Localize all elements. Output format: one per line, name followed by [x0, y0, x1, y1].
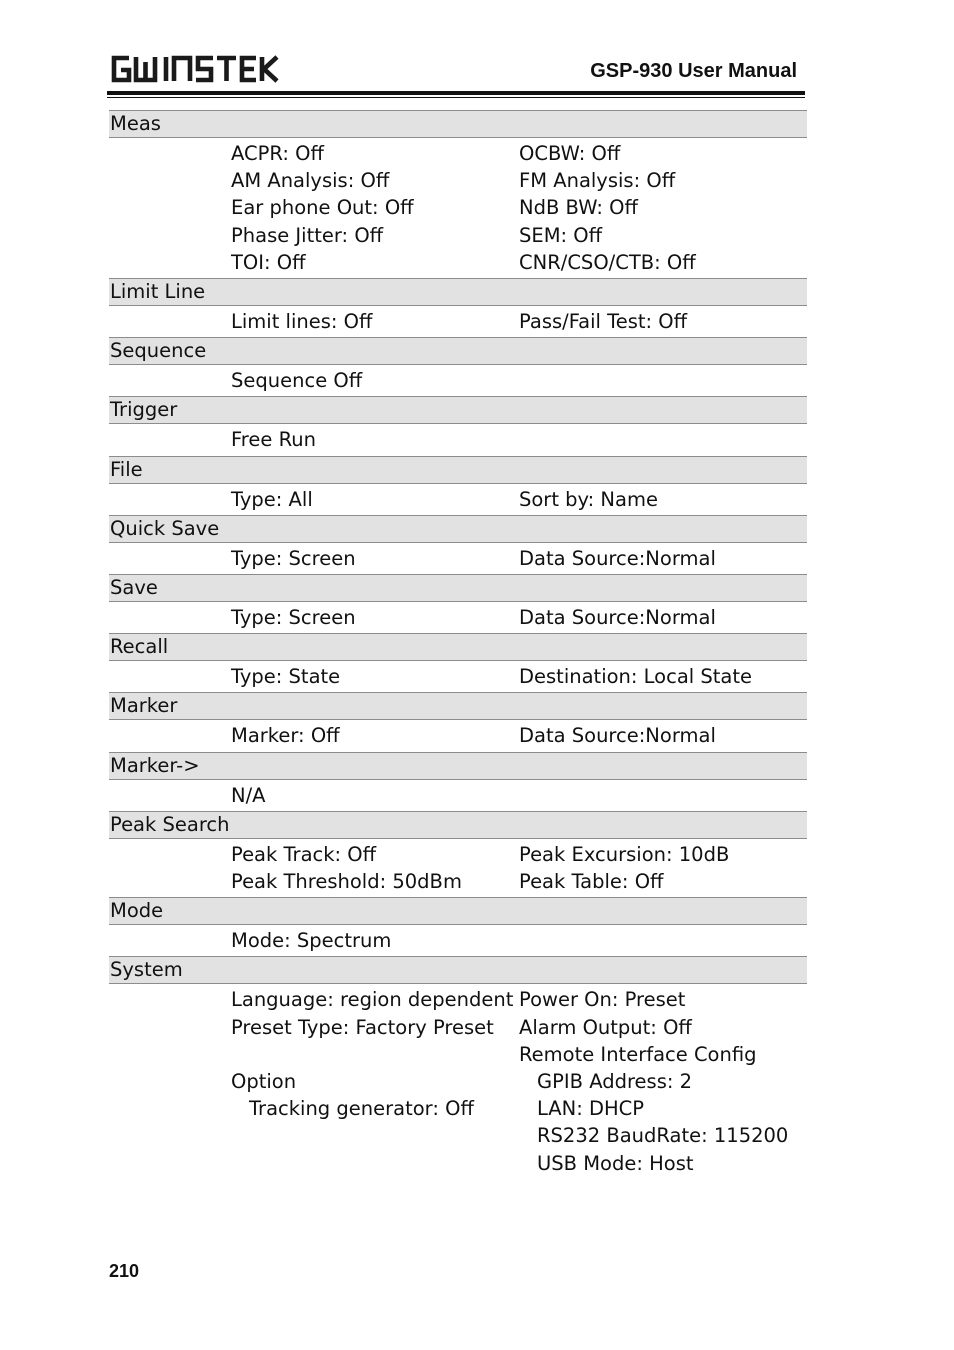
settings-column-right [519, 367, 807, 394]
setting-value: Peak Table: Off [519, 870, 664, 894]
setting-value: Peak Threshold: 50dBm [231, 870, 462, 894]
settings-column-right [519, 140, 807, 276]
setting-value: NdB BW: Off [519, 196, 638, 220]
setting-value: LAN: DHCP [537, 1097, 645, 1121]
settings-column-left [231, 486, 519, 513]
section-body [109, 424, 807, 455]
section-body [109, 138, 807, 278]
settings-column-left [231, 426, 519, 453]
settings-column-left [231, 782, 519, 809]
setting-value: RS232 BaudRate: 115200 [537, 1124, 789, 1148]
section-header: Trigger [109, 396, 807, 424]
section-body [109, 602, 807, 633]
section-body [109, 661, 807, 692]
settings-column-right [519, 545, 807, 572]
settings-column-left [231, 367, 519, 394]
manual-title: GSP-930 User Manual [590, 60, 797, 82]
section-body [109, 543, 807, 574]
setting-value: CNR/CSO/CTB: Off [519, 250, 696, 274]
default-settings-table [109, 110, 807, 1179]
setting-value: Destination: Local State [519, 665, 753, 689]
setting-value: Ear phone Out: Off [231, 196, 414, 220]
setting-value: TOI: Off [231, 250, 306, 274]
header-rule-thin [107, 97, 805, 98]
settings-column-right [519, 722, 807, 749]
setting-value: Tracking generator: Off [249, 1097, 474, 1121]
setting-value: Mode: Spectrum [231, 929, 392, 953]
settings-column-right [519, 782, 807, 809]
setting-value: Preset Type: Factory Preset [231, 1015, 494, 1039]
settings-column-left [231, 604, 519, 631]
setting-value: Data Source:Normal [519, 606, 716, 630]
section-header: Peak Search [109, 811, 807, 839]
setting-value: Data Source:Normal [519, 546, 716, 570]
section-header: Mode [109, 897, 807, 925]
setting-value: Sequence Off [231, 369, 363, 393]
setting-value: Peak Excursion: 10dB [519, 842, 730, 866]
setting-value: Type: All [231, 487, 313, 511]
section-header: Marker [109, 692, 807, 720]
section-body [109, 306, 807, 337]
setting-value: FM Analysis: Off [519, 169, 676, 193]
setting-value: ACPR: Off [231, 142, 324, 165]
setting-value: Type: Screen [231, 606, 356, 630]
settings-column-right [519, 426, 807, 453]
section-header: Meas [109, 110, 807, 138]
section-body [109, 839, 807, 897]
settings-column-left [231, 841, 519, 895]
setting-value: Sort by: Name [519, 487, 658, 511]
setting-value: OCBW: Off [519, 142, 621, 165]
settings-column-left [231, 308, 519, 335]
section-header: Marker-> [109, 752, 807, 780]
settings-column-right [519, 604, 807, 631]
section-body [109, 780, 807, 811]
setting-value: Language: region dependent [231, 988, 514, 1012]
section-header: Save [109, 574, 807, 602]
section-header: Recall [109, 633, 807, 661]
setting-value: Marker: Off [231, 724, 340, 748]
section-header: Sequence [109, 337, 807, 365]
setting-value: Data Source:Normal [519, 724, 716, 748]
settings-column-left [231, 140, 519, 276]
settings-column-right [519, 841, 807, 895]
settings-column-left [231, 722, 519, 749]
settings-column-right [519, 663, 807, 690]
setting-value: Pass/Fail Test: Off [519, 310, 688, 334]
section-body [109, 720, 807, 751]
section-body [109, 925, 807, 956]
setting-value: Free Run [231, 428, 316, 452]
header-rule-thick [107, 91, 805, 95]
setting-value: Remote Interface Config [519, 1042, 757, 1066]
setting-value: Power On: Preset [519, 988, 686, 1012]
settings-column-right [519, 927, 807, 954]
settings-column-left [231, 986, 519, 1176]
setting-value: USB Mode: Host [537, 1151, 694, 1175]
setting-value: Phase Jitter: Off [231, 223, 384, 247]
section-body [109, 984, 807, 1178]
settings-column-left [231, 663, 519, 690]
settings-column-left [231, 927, 519, 954]
setting-value: SEM: Off [519, 223, 603, 247]
section-body [109, 484, 807, 515]
setting-value: Limit lines: Off [231, 310, 373, 334]
setting-value: Peak Track: Off [231, 842, 377, 866]
settings-column-right [519, 486, 807, 513]
section-header: System [109, 956, 807, 984]
setting-value: Option [231, 1070, 297, 1094]
setting-value: AM Analysis: Off [231, 169, 390, 193]
settings-column-right [519, 986, 807, 1176]
settings-column-right [519, 308, 807, 335]
setting-value: N/A [231, 783, 266, 807]
setting-value: GPIB Address: 2 [537, 1070, 693, 1094]
section-header: Limit Line [109, 278, 807, 306]
settings-column-left [231, 545, 519, 572]
setting-value: Alarm Output: Off [519, 1015, 692, 1039]
setting-value: Type: Screen [231, 546, 356, 570]
section-header: Quick Save [109, 515, 807, 543]
section-body [109, 365, 807, 396]
setting-value: Type: State [231, 665, 341, 689]
page-number: 210 [109, 1261, 140, 1281]
blank-line [231, 1041, 519, 1068]
gw-instek-logo [109, 54, 279, 84]
section-header: File [109, 456, 807, 484]
